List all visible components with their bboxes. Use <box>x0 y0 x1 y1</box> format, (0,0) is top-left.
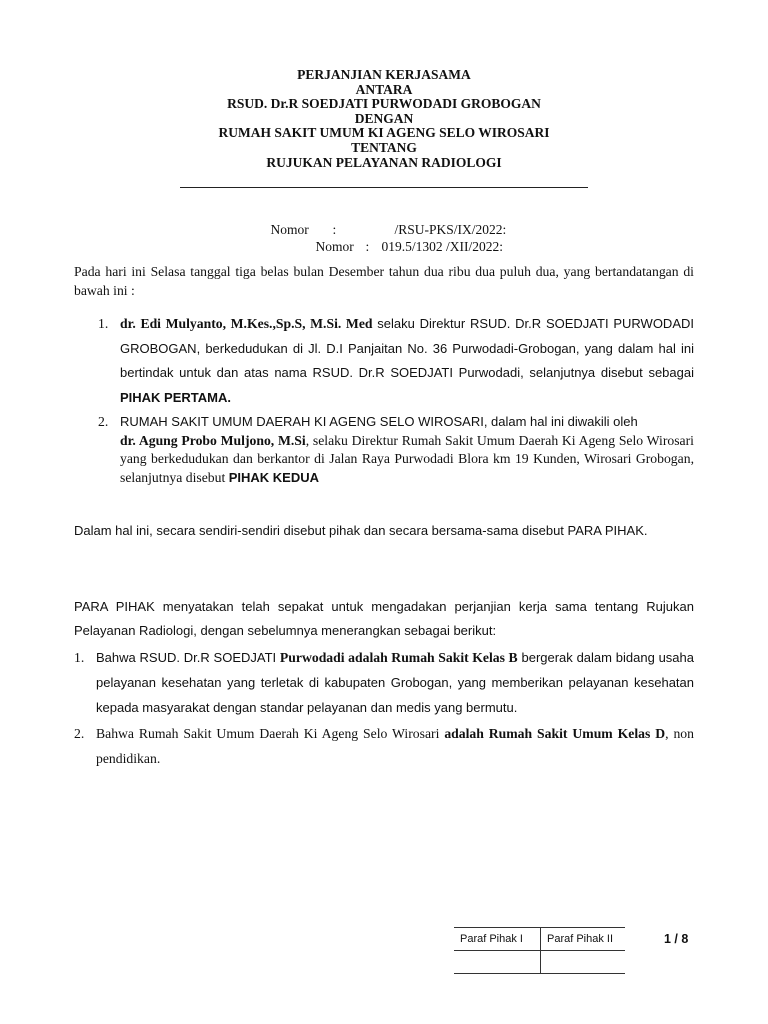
opening-paragraph: Pada hari ini Selasa tanggal tiga belas bulan Desember tahun dua ribu dua puluh dua, yang bertandatangan di bawah ini : <box>74 264 694 298</box>
paraf-header-row <box>454 928 625 951</box>
list-number: 1. <box>74 650 85 665</box>
list-number: 2. <box>74 726 85 741</box>
recital-emphasis: Purwodadi adalah Rumah Sakit Kelas B <box>279 650 518 665</box>
document-title <box>180 68 588 170</box>
party-description: selaku Direktur RSUD. Dr.R SOEDJATI PURWODADI GROBOGAN, berkedudukan di Jl. D.I Panjaitan No. 36 Purwodadi-Grobogan, yang dalam hal ini bertindak untuk dan atas nama RSUD. Dr.R SOEDJATI Purwodadi, selanjutnya disebut sebagai <box>120 316 694 380</box>
title-line: ANTARA <box>355 81 413 97</box>
page-number: 1 / 8 <box>664 932 689 946</box>
list-number: 1. <box>98 316 109 331</box>
number-value: /RSU-PKS/IX/2022: <box>394 222 507 237</box>
title-line: RUMAH SAKIT UMUM KI AGENG SELO WIROSARI <box>218 125 550 141</box>
title-line: TENTANG <box>351 139 417 155</box>
paraf-header-pihak-1: Paraf Pihak I <box>454 928 541 951</box>
statement-paragraph: PARA PIHAK menyatakan telah sepakat untuk mengadakan perjanjian kerja sama tentang Rujukan Pelayanan Radiologi, dengan sebelumnya menerangkan sebagai berikut: <box>74 599 694 638</box>
number-value: 019.5/1302 /XII/2022: <box>381 239 503 254</box>
party-description: , selaku Direktur Rumah Sakit Umum Daerah Ki Ageng Selo Wirosari yang berkedudukan dan berkantor di Jalan Raya Purwodadi Blora km 19 Kunden, Wirosari Grobogan, selanjutnya disebut <box>120 432 694 485</box>
recital-text: Bahwa RSUD. Dr.R SOEDJATI <box>96 650 280 665</box>
party-designation: PIHAK PERTAMA. <box>120 389 231 405</box>
number-label: Nomor <box>270 222 309 237</box>
title-divider <box>180 187 588 188</box>
list-number: 2. <box>98 414 109 429</box>
paraf-header-pihak-2: Paraf Pihak II <box>541 928 626 951</box>
recital-item-2 <box>74 721 694 771</box>
party-item-2 <box>74 413 694 487</box>
paraf-sign-row <box>454 951 625 974</box>
recital-text: , non pendidikan. <box>96 726 694 766</box>
party-name: dr. Edi Mulyanto, M.Kes.,Sp.S, M.Si. Med <box>120 316 373 331</box>
recital-text: Bahwa Rumah Sakit Umum Daerah Ki Ageng Selo Wirosari <box>96 726 445 741</box>
title-line: PERJANJIAN KERJASAMA <box>297 67 471 82</box>
number-separator: : <box>332 222 337 237</box>
recital-emphasis: adalah Rumah Sakit Umum Kelas D <box>444 726 666 741</box>
party-intro: RUMAH SAKIT UMUM DAERAH KI AGENG SELO WIROSARI, dalam hal ini diwakili oleh <box>120 414 638 429</box>
title-line: RUJUKAN PELAYANAN RADIOLOGI <box>266 154 502 170</box>
paraf-sign-cell-1 <box>454 951 541 974</box>
recital-item-1 <box>74 645 694 720</box>
number-label: Nomor <box>315 239 354 254</box>
title-line: RSUD. Dr.R SOEDJATI PURWODADI GROBOGAN <box>227 96 541 112</box>
party-name: dr. Agung Probo Muljono, M.Si <box>120 432 306 448</box>
title-line: DENGAN <box>354 110 414 126</box>
party-designation: PIHAK KEDUA <box>228 469 320 485</box>
recital-text: bergerak dalam bidang usaha pelayanan kesehatan yang terletak di kabupaten Grobogan, yang memberikan pelayanan kesehatan kepada masyarakat dengan standar pelayanan dan medis yang bermutu. <box>96 650 694 715</box>
paraf-sign-cell-2 <box>541 951 626 974</box>
clause-paragraph: Dalam hal ini, secara sendiri-sendiri disebut pihak dan secara bersama-sama disebut PARA PIHAK. <box>74 523 648 538</box>
party-item-1 <box>74 312 694 410</box>
paraf-table <box>454 927 625 974</box>
number-separator: : <box>365 239 370 254</box>
